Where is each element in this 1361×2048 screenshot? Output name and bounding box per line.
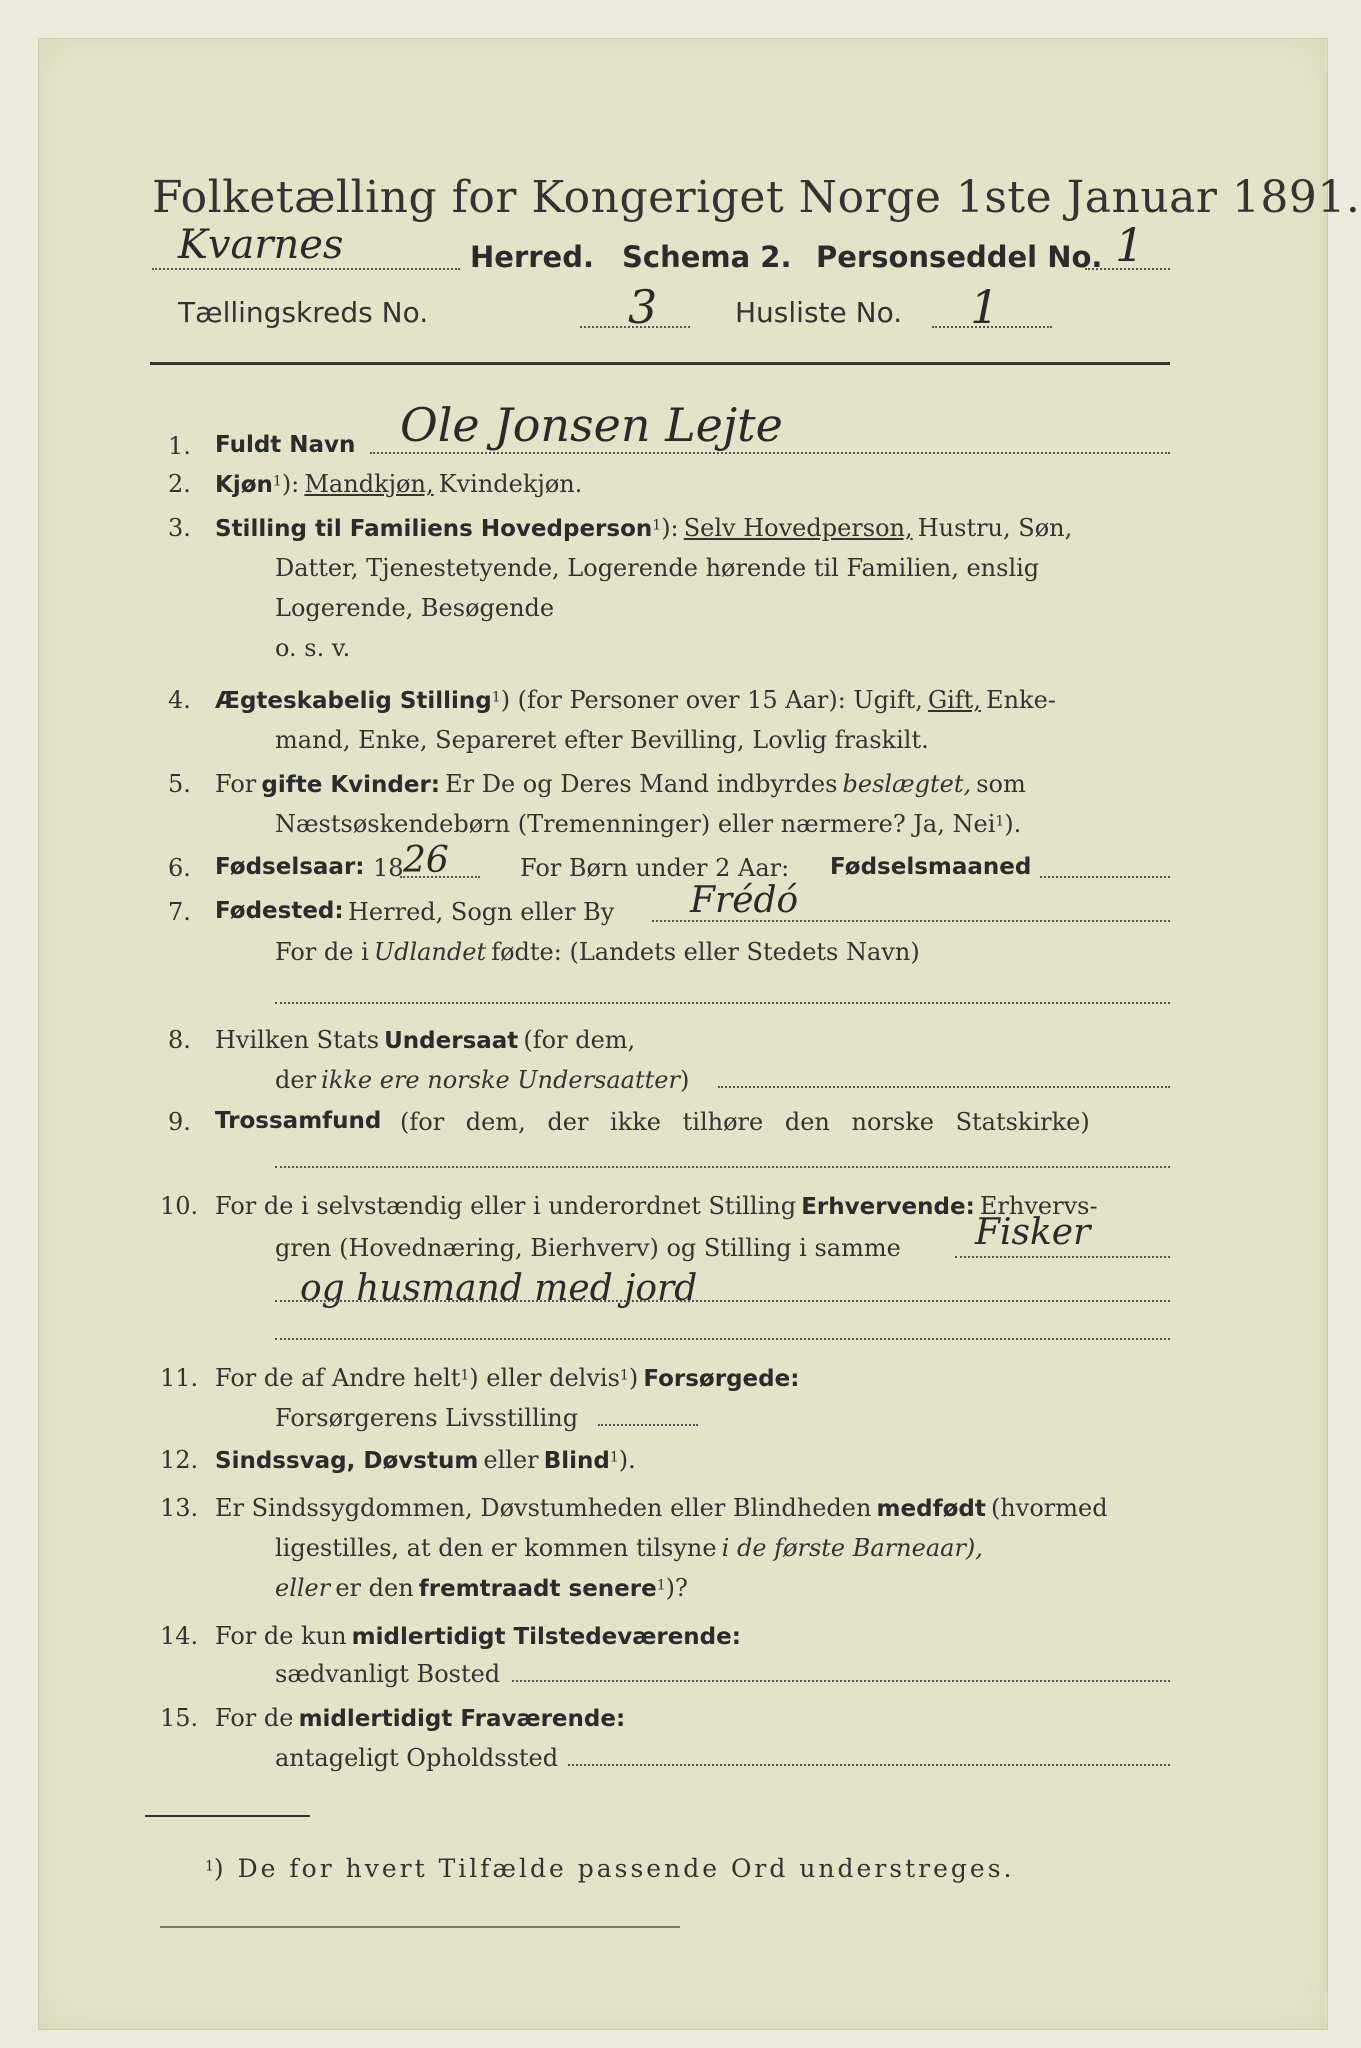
q1-dotted-line xyxy=(370,452,1170,454)
q8-end: (for dem, xyxy=(523,1026,636,1054)
q10-dotted-line-2 xyxy=(275,1300,1170,1302)
q13-line3-end: )? xyxy=(665,1574,688,1602)
q2-line xyxy=(215,470,582,498)
q5-line1 xyxy=(215,770,1026,798)
q4-mid: ) (for Personer over 15 Aar): Ugift, xyxy=(500,686,923,714)
q3-sup: 1 xyxy=(652,517,662,534)
q2-label: Kjøn xyxy=(215,472,273,498)
q15-pre: For de xyxy=(215,1704,294,1732)
q5-end: som xyxy=(976,770,1026,798)
q8-pre: Hvilken Stats xyxy=(215,1026,380,1054)
q7-line2-italic: Udlandet xyxy=(373,938,487,966)
q5-pre: For xyxy=(215,770,257,798)
q5-mid: Er De og Deres Mand indbyrdes xyxy=(445,770,838,798)
q11-label: Forsørgede: xyxy=(643,1366,800,1392)
q4-number: 4. xyxy=(168,686,191,714)
q13-line3-mid: er den xyxy=(335,1574,414,1602)
q13-line2-pre: ligestilles, at den er kommen tilsyne xyxy=(275,1534,717,1562)
q8-number: 8. xyxy=(168,1026,191,1054)
q6-number: 6. xyxy=(168,854,191,882)
q8-dotted-line xyxy=(718,1086,1170,1088)
q6-month-dotted-line xyxy=(1040,876,1170,878)
q10-occupation-handwritten-1: Fisker xyxy=(975,1212,1091,1253)
q15-label: midlertidigt Fraværende: xyxy=(298,1706,626,1732)
q5-line2-text: Næstsøskendebørn (Tremenninger) eller nærmere? Ja, Nei xyxy=(275,810,996,838)
q11-mid: ) eller delvis xyxy=(469,1364,620,1392)
q11-line1 xyxy=(215,1364,799,1392)
q12-label2: Blind xyxy=(543,1448,610,1474)
q7-birthplace-handwritten: Frédó xyxy=(690,880,799,921)
q6-year-handwritten: 26 xyxy=(403,840,449,881)
bottom-stray-line xyxy=(160,1926,680,1928)
q7-line2-end: fødte: (Landets eller Stedets Navn) xyxy=(491,938,920,966)
q3-rest1: Hustru, Søn, xyxy=(917,514,1073,542)
q1-number: 1. xyxy=(168,432,191,460)
q5-line2 xyxy=(275,810,1021,838)
personseddel-dotted-line xyxy=(1085,268,1170,270)
q13-line3-italic: eller xyxy=(275,1574,331,1602)
husliste-dotted-line xyxy=(932,326,1052,328)
q13-line2 xyxy=(275,1534,983,1562)
q5-italic: beslægtet, xyxy=(842,770,972,798)
q7-mid: Herred, Sogn eller By xyxy=(348,898,615,926)
footnote-sup: 1 xyxy=(205,1858,214,1875)
q3-sep: ): xyxy=(661,514,679,542)
q9-number: 9. xyxy=(168,1108,191,1136)
husliste-label: Husliste No. xyxy=(735,296,903,329)
q13-number: 13. xyxy=(160,1494,199,1522)
personseddel-handwritten: 1 xyxy=(1115,218,1145,272)
q1-label: Fuldt Navn xyxy=(215,432,356,458)
q13-line3-label: fremtraadt senere xyxy=(418,1576,657,1602)
footnote-text: ) De for hvert Tilfælde passende Ord understreges. xyxy=(213,1854,1015,1883)
q14-line2: sædvanligt Bosted xyxy=(275,1660,501,1688)
herred-dotted-line xyxy=(152,268,460,270)
q8-line2-italic: ikke ere norske Undersaatter xyxy=(321,1066,680,1094)
q12-sup: 1 xyxy=(609,1449,619,1466)
q2-sep: ): xyxy=(281,470,300,498)
q4-line2: mand, Enke, Separeret efter Bevilling, Lovlig fraskilt. xyxy=(275,726,929,754)
q15-line1 xyxy=(215,1704,625,1732)
q11-sup2: 1 xyxy=(619,1367,629,1384)
q7-line2-pre: For de i xyxy=(275,938,369,966)
q4-option-selected: Gift, xyxy=(927,686,981,714)
q12-number: 12. xyxy=(160,1446,199,1474)
q12-line xyxy=(215,1446,636,1474)
q12-mid: eller xyxy=(483,1446,539,1474)
q10-dotted-line-1 xyxy=(955,1256,1170,1258)
q14-line1 xyxy=(215,1622,741,1650)
q9-label: Trossamfund xyxy=(215,1108,382,1134)
q15-line2: antageligt Opholdssted xyxy=(275,1744,559,1772)
q10-end: Erhvervs- xyxy=(979,1192,1098,1220)
q10-dotted-line-3 xyxy=(275,1338,1170,1340)
herred-handwritten: Kvarnes xyxy=(178,222,344,268)
schema-label: Schema 2. xyxy=(622,240,792,274)
q13-line1 xyxy=(215,1494,1108,1522)
q12-label1: Sindssvag, Døvstum xyxy=(215,1448,479,1474)
q7-abroad-dotted-line xyxy=(275,1002,1170,1004)
q5-close: ). xyxy=(1004,810,1022,838)
q8-line1 xyxy=(215,1026,635,1054)
q4-sup: 1 xyxy=(491,689,501,706)
kreds-handwritten: 3 xyxy=(628,280,658,334)
q11-sup: 1 xyxy=(460,1367,470,1384)
q9-dotted-line xyxy=(275,1166,1170,1168)
q11-pre: For de af Andre helt xyxy=(215,1364,461,1392)
husliste-handwritten: 1 xyxy=(970,280,1000,334)
q14-dotted-line xyxy=(512,1680,1170,1682)
footnote xyxy=(205,1854,1014,1883)
q14-number: 14. xyxy=(160,1622,199,1650)
q13-pre: Er Sindssygdommen, Døvstumheden eller Blindheden xyxy=(215,1494,872,1522)
q2-sup: 1 xyxy=(272,473,282,490)
kreds-label: Tællingskreds No. xyxy=(178,296,429,329)
q14-label: midlertidigt Tilstedeværende: xyxy=(351,1624,741,1650)
q13-sup: 1 xyxy=(656,1577,666,1594)
q13-line2-italic: i de første Barneaar), xyxy=(721,1534,983,1562)
q11-dotted-line xyxy=(598,1424,698,1426)
q3-line4: o. s. v. xyxy=(275,634,351,662)
q12-end: ). xyxy=(618,1446,636,1474)
q6-prefix: 18 xyxy=(373,854,404,882)
q10-pre: For de i selvstændig eller i underordnet Stilling xyxy=(215,1192,797,1220)
q8-label: Undersaat xyxy=(384,1028,519,1054)
form-title: Folketælling for Kongeriget Norge 1ste Januar 1891. xyxy=(152,172,1361,223)
q10-occupation-handwritten-2: og husmand med jord xyxy=(300,1268,698,1309)
q3-line2: Datter, Tjenestetyende, Logerende hørende til Familien, enslig xyxy=(275,554,1040,582)
q10-number: 10. xyxy=(160,1192,199,1220)
q15-dotted-line xyxy=(568,1764,1170,1766)
q10-line2: gren (Hovednæring, Bierhverv) og Stilling i samme xyxy=(275,1234,901,1262)
q2-option-female: Kvindekjøn. xyxy=(438,470,583,498)
q11-line2: Forsørgerens Livsstilling xyxy=(275,1404,579,1432)
q9-rest: (for dem, der ikke tilhøre den norske Statskirke) xyxy=(400,1108,1090,1136)
q7-number: 7. xyxy=(168,898,191,926)
q3-number: 3. xyxy=(168,514,191,542)
q13-label: medfødt xyxy=(876,1496,986,1522)
q7-line2 xyxy=(275,938,920,966)
q3-label: Stilling til Familiens Hovedperson xyxy=(215,516,653,542)
q6-label2: Fødselsmaaned xyxy=(830,854,1032,880)
kreds-dotted-line xyxy=(580,326,690,328)
q4-line1 xyxy=(215,686,1056,714)
q13-end: (hvormed xyxy=(990,1494,1108,1522)
q6-label: Fødselsaar: xyxy=(215,854,365,880)
q14-pre: For de kun xyxy=(215,1622,347,1650)
q7-dotted-line xyxy=(652,920,1170,922)
header-divider xyxy=(150,362,1170,365)
q5-sup: 1 xyxy=(995,813,1005,830)
q11-mid2: ) xyxy=(628,1364,639,1392)
q6-year-dotted-line xyxy=(400,876,480,878)
q6-mid: For Børn under 2 Aar: xyxy=(520,854,790,882)
q13-line3 xyxy=(275,1574,688,1602)
q3-option-selected: Selv Hovedperson, xyxy=(683,514,913,542)
q10-line1 xyxy=(215,1192,1098,1220)
q7-label: Fødested: xyxy=(215,898,344,924)
q2-number: 2. xyxy=(168,470,191,498)
personseddel-label: Personseddel No. xyxy=(816,240,1103,274)
q8-line2-end: ) xyxy=(679,1066,690,1094)
q8-line2 xyxy=(275,1066,689,1094)
q3-line3: Logerende, Besøgende xyxy=(275,594,555,622)
q4-end: Enke- xyxy=(986,686,1056,714)
q15-number: 15. xyxy=(160,1704,199,1732)
q5-number: 5. xyxy=(168,770,191,798)
q4-label: Ægteskabelig Stilling xyxy=(215,688,492,714)
q11-number: 11. xyxy=(160,1364,199,1392)
herred-label: Herred. xyxy=(470,240,594,274)
q1-name-handwritten: Ole Jonsen Lejte xyxy=(400,398,783,452)
q10-label: Erhvervende: xyxy=(801,1194,975,1220)
q8-line2-pre: der xyxy=(275,1066,317,1094)
footnote-rule xyxy=(145,1815,310,1817)
q3-line1 xyxy=(215,514,1072,542)
q5-label: gifte Kvinder: xyxy=(261,772,440,798)
q2-option-male-selected: Mandkjøn, xyxy=(304,470,434,498)
